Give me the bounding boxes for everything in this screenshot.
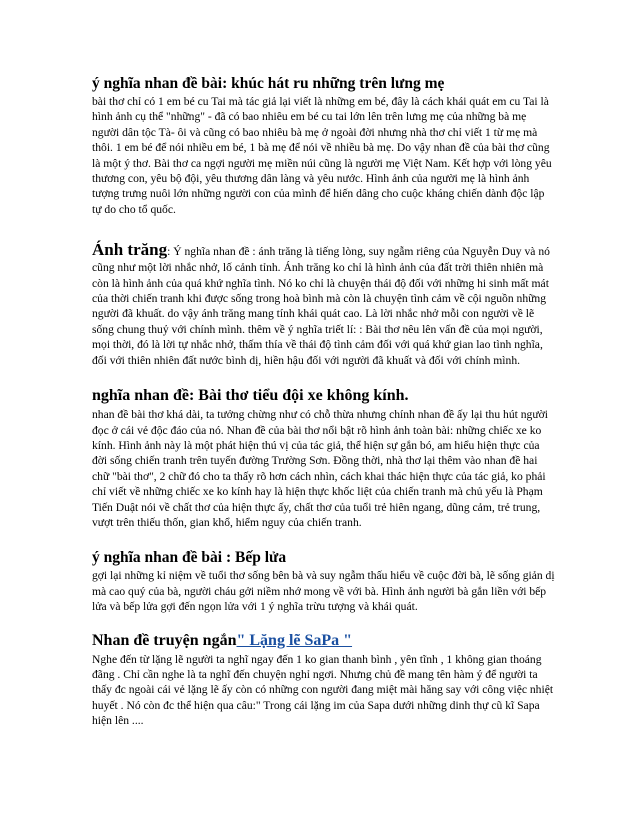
spacer — [92, 615, 556, 631]
section-paragraph-with-heading — [92, 239, 556, 368]
section-heading: Nhan đề truyện ngắn — [92, 631, 237, 649]
section-heading: Ánh trăng — [92, 240, 168, 260]
section-paragraph: Nghe đến từ lặng lẽ người ta nghĩ ngay đến 1 ko gian thanh bình , yên tĩnh , 1 không gian thoáng đãng . Chỉ cần nghe là ta nghĩ đến chuyện nghỉ ngơi. Nhưng chủ đề mang tên hàm ý để người ta thấy đc ngoài cái vẻ lặng lẽ ấy còn có những con người đang miệt mài hăng say với công việc nhiệt huyết . Nó còn đc thể hiện qua câu:" Trong cái lặng im của Sapa dưới những dinh thự cũ kĩ Sapa hiện lên .... — [92, 652, 554, 728]
section-paragraph: gợi lại những kỉ niệm về tuổi thơ sống bên bà và suy ngẫm thấu hiểu về cuộc đời bà, lẽ sống giản dị mà cao quý của bà, người cháu gởi niềm nhớ mong về với bà. Hình ảnh người bà gắn liền với bếp lửa và bếp lửa gợi đến ngọn lửa với 1 ý nghĩa trừu tượng và khái quát. — [92, 569, 555, 614]
section-khuc-hat-ru — [92, 74, 556, 217]
section-paragraph: nhan đề bài thơ khá dài, ta tưởng chừng như có chỗ thừa nhưng chính nhan đề ấy lại thu hút người đọc ở cái vẻ độc đáo của nó. Nhan đề của bài thơ nổi bật rõ hình ảnh toàn bài: những chiếc xe ko kính. Hình ảnh này là một phát hiện thú vị của tác giả, thể hiện sự gắn bó, am hiểu hiện thực của đời sống chiến tranh trên tuyến đường Trường Sơn. Đồng thời, nhà thơ lại thêm vào nhan đề hai chữ "bài thơ", 2 chữ đó cho ta thấy rõ hơn cách nhìn, cách khai thác hiện thực của tác giả, ko phải chỉ viết về những chiếc xe ko kính hay là hiện thực khốc liệt của chiến tranh mà chủ yếu là Phạm Tiến Duật nói về chất thơ của hiện thực ấy, chất thơ của tuổi trẻ hiên ngang, dũng cảm, trẻ trung, vượt trên thiếu thốn, gian khổ, hiểm nguy của chiến tranh. — [92, 408, 548, 529]
spacer — [92, 368, 556, 386]
section-heading: ý nghĩa nhan đề bài : Bếp lửa — [92, 549, 287, 567]
sapa-story-link[interactable]: " Lặng lẽ SaPa " — [236, 631, 353, 649]
section-xe-khong-kinh — [92, 386, 556, 530]
section-bep-lua — [92, 548, 556, 614]
document-page — [92, 74, 556, 729]
section-anh-trang — [92, 239, 556, 368]
section-heading-row — [92, 631, 556, 651]
section-lang-le-sapa — [92, 631, 556, 729]
section-paragraph: bài thơ chỉ có 1 em bé cu Tai mà tác giả lại viết là những em bé, đây là cách khái quát em cu Tai là hình ảnh cụ thể "những" - đã có bao nhiêu em bé cu tai lớn lên trên lưng mẹ của những bà mẹ người dân tộc Tà- ôi và cũng có bao nhiêu bà mẹ ở ngoài đời nhưng nhà thơ chỉ viết 1 từ mẹ mà thôi. 1 em bé để nói nhiều em bé, 1 bà mẹ để nói về nhiều bà mẹ. Do vậy nhan đề của bài thơ cũng là một ý thơ. Bài thơ ca ngợi người mẹ miền núi cũng là người mẹ Việt Nam. Kết hợp với lòng yêu thương con, yêu bộ đội, yêu thương dân làng và yêu nước. Hình ảnh của người mẹ là hình ảnh tượng trưng nuôi lớn những người con của mình để hiến dâng cho cuộc kháng chiến dành độc lập tự do cho tổ quốc. — [92, 95, 552, 216]
section-heading: nghĩa nhan đề: Bài thơ tiểu đội xe không kính. — [92, 387, 409, 405]
spacer — [92, 530, 556, 548]
spacer — [92, 217, 556, 239]
section-heading: ý nghĩa nhan đề bài: khúc hát ru những trên lưng mẹ — [92, 75, 445, 92]
section-paragraph: : Ý nghĩa nhan đề : ánh trăng là tiếng lòng, suy ngẫm riêng của Nguyễn Duy và nó cũng như một lời nhắc nhở, lố cảnh tỉnh. Ánh trăng ko chỉ là hình ảnh của đất trời thiên nhiên mà còn là hình ảnh của quá khứ nghĩa tình. Nó ko chỉ là chuyện thái độ đối với những hi sinh mất mát của thời chiến tranh khi được sống trong hoà bình mà còn là chuyện tình cảm về cội nguồn những người đã khuất. do vậy ánh trăng mang tính khái quát cao. Là lời nhắc nhở mỗi con người về lẽ sống chung thuỷ với chính mình. thêm về ý nghĩa triết lí: : Bài thơ nêu lên vấn đề của mọi người, mọi thời, đó là lời tự nhắc nhở, thấm thía về thái độ tình cảm đối với quá khứ gian lao tình nghĩa, đối với thiên nhiên đất nước bình dị, hiền hậu đối với người đã khuất và đối với chính mình. — [92, 245, 550, 367]
